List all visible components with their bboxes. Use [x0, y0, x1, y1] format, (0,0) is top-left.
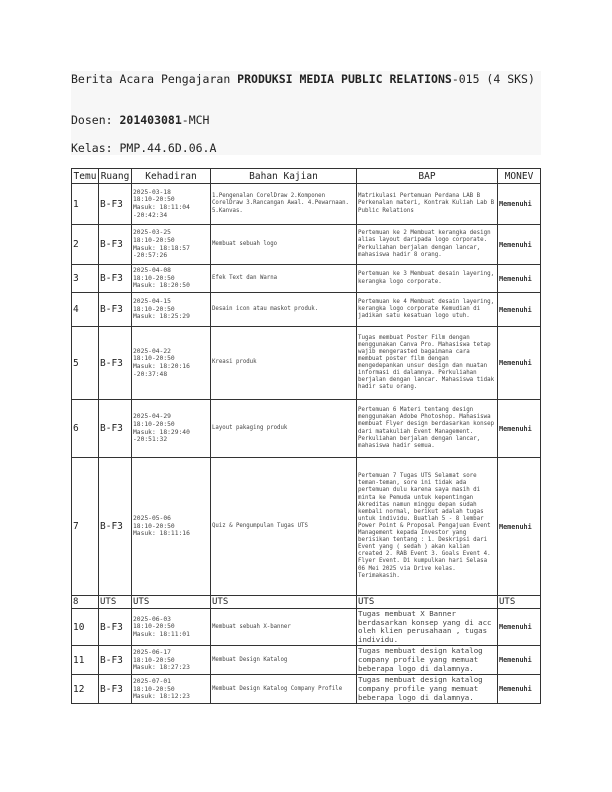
cell-monev: Memenuhi [498, 675, 541, 704]
cell-ruang: B-F3 [99, 609, 132, 646]
table-row [72, 675, 541, 704]
dosen-id: 201403081 [119, 113, 182, 127]
cell-monev: Memenuhi [498, 609, 541, 646]
date: 2025-03-18 [133, 188, 171, 196]
cell-temu: 4 [72, 293, 99, 327]
cell-temu: 1 [72, 184, 99, 225]
cell-bap: Pertemuan ke 4 Membuat desain layering, kerangka logo corporate Kemudian di jadikan satu kesatuan logo utuh. [357, 293, 498, 327]
masuk: Masuk: 18:11:04 [133, 204, 190, 211]
cell-kajian: Membuat Design Katalog [211, 646, 357, 675]
kelas-value: PMP.44.6D.06.A [119, 141, 217, 155]
table-row [72, 400, 541, 458]
col-temu: Temu [72, 169, 99, 184]
cell-ruang: B-F3 [99, 327, 132, 400]
cell-temu: 6 [72, 400, 99, 458]
cell-temu: 12 [72, 675, 99, 704]
date: 2025-07-01 [133, 677, 171, 685]
course-name: PRODUKSI MEDIA PUBLIC RELATIONS [237, 72, 452, 86]
cell-kajian: Kreasi produk [211, 327, 357, 400]
table-row [72, 293, 541, 327]
cell-kajian: Membuat sebuah logo [211, 225, 357, 265]
table-row [72, 225, 541, 265]
cell-temu: 3 [72, 265, 99, 293]
date: 2025-05-06 [133, 515, 171, 523]
cell-monev: UTS [498, 596, 541, 609]
cell-bap: Pertemuan 6 Materi tentang design menggunakan Adobe Photoshop. Mahasiswa membuat Flyer design berdasarkan konsep dari matakuliah Event Management. Perkuliahan berjalan dengan lancar, mahasiswa hadir semua. [357, 400, 498, 458]
time: 18:10-20:50 [133, 274, 175, 282]
cell-monev: Memenuhi [498, 225, 541, 265]
date: 2025-04-22 [133, 347, 171, 355]
cell-bap: Pertemuan ke 2 Membuat kerangka design alias layout daripada logo corporate. Perkuliahan berjalan dengan lancar, mahasiswa hadir 8 orang. [357, 225, 498, 265]
cell-bap: Tugas membuat design katalog company profile yang memuat beberapa logo di dalamnya. [357, 675, 498, 704]
cell-temu: 11 [72, 646, 99, 675]
cell-ruang: UTS [99, 596, 132, 609]
cell-kehadiran [132, 675, 211, 704]
cell-kehadiran [132, 327, 211, 400]
bap-table [71, 168, 541, 704]
date: 2025-06-17 [133, 648, 171, 656]
time: 18:10-20:50 [133, 522, 175, 530]
col-ruang: Ruang [99, 169, 132, 184]
masuk: Masuk: 18:12:23 [133, 693, 190, 701]
document-title [71, 72, 541, 86]
cell-kajian: 1.Pengenalan CorelDraw 2.Komponen CorelDraw 3.Rancangan Awal. 4.Pewarnaan. 5.Kanvas. [211, 184, 357, 225]
cell-kajian: Membuat sebuah X-banner [211, 609, 357, 646]
cell-ruang: B-F3 [99, 675, 132, 704]
date: 2025-04-15 [133, 298, 171, 306]
cell-kehadiran [132, 225, 211, 265]
dosen-label: Dosen: [71, 113, 120, 127]
masuk: Masuk: 18:11:01 [133, 630, 190, 638]
cell-kajian: Efek Text dan Warna [211, 265, 357, 293]
kelas-line [71, 141, 541, 155]
cell-kehadiran [132, 293, 211, 327]
cell-ruang: B-F3 [99, 225, 132, 265]
cell-kajian: Membuat Design Katalog Company Profile [211, 675, 357, 704]
time: 18:10-20:50 [133, 355, 175, 363]
keluar: -20:57:26 [133, 252, 168, 260]
cell-kehadiran [132, 400, 211, 458]
time: 18:10-20:50 [133, 656, 175, 664]
keluar: -20:51:32 [133, 436, 168, 444]
cell-temu: 2 [72, 225, 99, 265]
time: 18:10-20:50 [133, 236, 175, 244]
col-bap: BAP [357, 169, 498, 184]
cell-bap: Pertemuan 7 Tugas UTS Selamat sore teman-teman, sore ini tidak ada pertemuan dulu karena saya masih di minta ke Pemuda untuk kepentingan Akreditas namun minggu depan sudah kembali normal, berikut adalah tugas untuk individu. Buatlah 5 - 8 lembar Power Point & Proposal Pengajuan Event Management kepada Investor yang berisikan tentang : 1. Deskripsi dari Event yang ( sedah ) akan kalian created 2. RAB Event 3. Goals Event 4. Flyer Event. Di kumpulkan hari Selasa 06 Mei 2025 via Drive kelas. Terimakasih. [357, 458, 498, 596]
cell-temu: 5 [72, 327, 99, 400]
cell-ruang: B-F3 [99, 458, 132, 596]
cell-monev: Memenuhi [498, 400, 541, 458]
date: 2025-06-03 [133, 615, 171, 623]
cell-monev: Memenuhi [498, 327, 541, 400]
cell-ruang: B-F3 [99, 265, 132, 293]
cell-ruang: B-F3 [99, 646, 132, 675]
time: 18:10-20:50 [133, 196, 175, 204]
cell-bap: Tugas membuat design katalog company profile yang memuat beberapa logo di dalamnya. [357, 646, 498, 675]
table-row [72, 265, 541, 293]
masuk: Masuk: 18:27:23 [133, 664, 190, 672]
cell-kehadiran: UTS [132, 596, 211, 609]
uts-row [72, 596, 541, 609]
title-suffix: -015 (4 SKS) [451, 72, 535, 86]
masuk: Masuk: 18:11:16 [133, 530, 190, 538]
table-row [72, 327, 541, 400]
cell-bap: Pertemuan ke 3 Membuat desain layering, kerangka logo corporate. [357, 265, 498, 293]
cell-kehadiran [132, 609, 211, 646]
cell-ruang: B-F3 [99, 400, 132, 458]
cell-kajian: Quiz & Pengumpulan Tugas UTS [211, 458, 357, 596]
table-header-row [72, 169, 541, 184]
col-monev: MONEV [498, 169, 541, 184]
cell-monev: Memenuhi [498, 458, 541, 596]
cell-monev: Memenuhi [498, 184, 541, 225]
col-bahan-kajian: Bahan Kajian [211, 169, 357, 184]
time: 18:10-20:50 [133, 420, 175, 428]
table-row [72, 458, 541, 596]
cell-kehadiran [132, 646, 211, 675]
keluar: -20:37:48 [133, 370, 168, 378]
table-row [72, 184, 541, 225]
masuk: Masuk: 18:20:16 [133, 363, 190, 370]
masuk: Masuk: 18:25:29 [133, 313, 190, 321]
dosen-suffix: -MCH [181, 113, 210, 127]
cell-kajian: UTS [211, 596, 357, 609]
date: 2025-03-25 [133, 229, 171, 237]
time: 18:10-20:50 [133, 685, 175, 693]
keluar: -20:42:34 [133, 211, 168, 219]
cell-bap: Matrikulasi Pertemuan Perdana LAB B Perkenalan materi, Kontrak Kuliah Lab B Public Relations [357, 184, 498, 225]
date: 2025-04-29 [133, 413, 171, 421]
table-row [72, 646, 541, 675]
cell-bap: Tugas membuat Poster Film dengan menggunakan Canva Pro. Mahasiswa tetap wajib mengerasted bagaimana cara membuat poster film dengan mengedepankan unsur design dan muatan informasi di dalamnya. Perkuliahan berjalan dengan lancar. Mahasiswa tidak hadir satu orang. [357, 327, 498, 400]
document-header [71, 71, 541, 155]
cell-monev: Memenuhi [498, 646, 541, 675]
cell-temu: 8 [72, 596, 99, 609]
cell-bap: UTS [357, 596, 498, 609]
masuk: Masuk: 18:20:50 [133, 282, 190, 290]
table-row [72, 609, 541, 646]
dosen-line [71, 113, 541, 127]
masuk: Masuk: 18:18:57 [133, 244, 190, 252]
masuk: Masuk: 18:29:40 [133, 428, 190, 436]
cell-kehadiran [132, 458, 211, 596]
cell-kehadiran [132, 265, 211, 293]
title-prefix: Berita Acara Pengajaran [71, 72, 238, 86]
cell-temu: 7 [72, 458, 99, 596]
cell-monev: Memenuhi [498, 293, 541, 327]
kelas-label: Kelas: [71, 141, 120, 155]
date: 2025-04-08 [133, 267, 171, 275]
cell-monev: Memenuhi [498, 265, 541, 293]
cell-kehadiran [132, 184, 211, 225]
cell-kajian: Layout pakaging produk [211, 400, 357, 458]
cell-temu: 10 [72, 609, 99, 646]
cell-kajian: Desain icon atau maskot produk. [211, 293, 357, 327]
cell-ruang: B-F3 [99, 184, 132, 225]
col-kehadiran: Kehadiran [132, 169, 211, 184]
cell-bap: Tugas membuat X Banner berdasarkan konsep yang di acc oleh klien perusahaan , tugas individu. [357, 609, 498, 646]
cell-ruang: B-F3 [99, 293, 132, 327]
time: 18:10-20:50 [133, 623, 175, 631]
time: 18:10-20:50 [133, 305, 175, 313]
